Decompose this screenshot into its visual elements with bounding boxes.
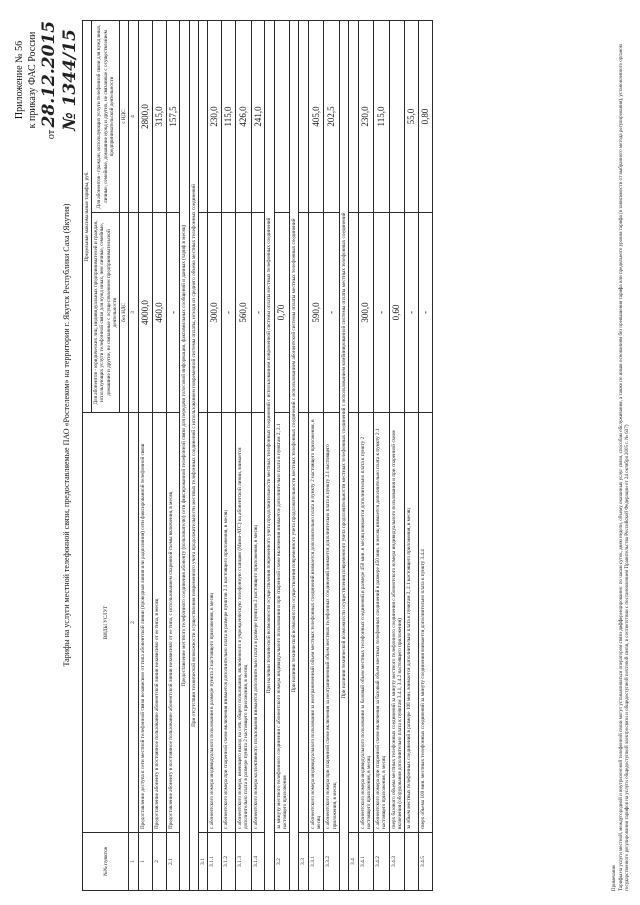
tariff-legal: 590,0 <box>308 213 323 413</box>
tariff-legal: 460,0 <box>152 213 166 413</box>
tariff-legal: 0,70 <box>274 213 289 413</box>
section-heading: Предоставление местного телефонного соединения абоненту (пользователю) сети фиксированной телефонной связи для передачи голосовой информации, факсимильных сообщений и данных (тариф в месяц) <box>180 20 189 890</box>
table-row <box>166 20 180 890</box>
tariff-citizen: 230,0 <box>208 20 222 212</box>
table-row <box>308 20 323 890</box>
table-row <box>251 20 265 890</box>
section-row <box>265 20 274 890</box>
item-number: 3.4.5 <box>418 833 432 891</box>
tariff-citizen: 230,0 <box>358 20 373 212</box>
header-citizens: Для абонентов - граждан, использующих услуги телефонной связи для нужд иных, личные, семейные, домашние нужд и других, не связанные с осуществлением предпринимательской деятельности <box>92 20 120 212</box>
service-text <box>299 413 309 833</box>
section-row <box>189 20 198 890</box>
table-row <box>374 20 389 890</box>
footnote-text: Тарифы на услуги местной, междугородной и внутризоновой телефонной связи могут устанавливаться оператором связи дифференцированно: по часам суток, дням недели, объему оказанных услуг связи, способам обслуживания, а также по иным основаниям без превышения тарифа или предельного уровня тарифа (в зависимости от выбранного метода регулирования), установленного органом государственного регулирования тарифов на услуги общедоступной электросвязи и общедоступной почтовой связи, в соответствии с постановлением Правительства Российской Федерации от 24 октября 2005 г. № 637) <box>618 44 630 891</box>
header-legal-entities: Для абонентов - юридических лиц, индивидуальных предпринимателей и граждан, использующих услуги телефонной связи для нужд иных, чем личные, семейные, домашние и другие, не связанные с осуществлением предпринимательской деятельности <box>92 213 120 413</box>
tariff-citizen <box>299 20 309 212</box>
service-text: сверх объема 100 мин. местных телефонных соединений за минуту соединения взимается дополнительно плата к пункту 3.4.4 <box>418 413 432 833</box>
section-row <box>339 20 348 890</box>
service-text: Предоставление доступа к сети местной телефонной связи независимо от типа абонентской линии (проводная линия или радиолиния) сети фиксированной телефонной связи <box>139 413 153 833</box>
item-number: 3.2 <box>274 833 289 891</box>
tariff-citizen: 426,0 <box>236 20 251 212</box>
tariff-legal: - <box>418 213 432 413</box>
tariff-legal: 300,0 <box>208 213 222 413</box>
table-row <box>222 20 236 890</box>
item-number: 3.1 <box>198 833 208 891</box>
tariff-legal <box>198 213 208 413</box>
table-row <box>349 20 359 890</box>
service-text <box>349 413 359 833</box>
item-number: 3.4 <box>349 833 359 891</box>
tariff-table <box>82 20 433 891</box>
table-row <box>139 20 153 890</box>
item-number: 2 <box>152 833 166 891</box>
tariff-citizen: 157,5 <box>166 20 180 212</box>
tariff-citizen <box>349 20 359 212</box>
item-number: 3.4.1 <box>358 833 373 891</box>
section-heading: При наличии технической возможности осуществления повременного учета продолжительности местных телефонных соединений с использованием абонентской системы оплаты местных телефонных соединений <box>290 20 299 890</box>
service-text: с абонентского номера индивидуального пользования за базовый объем местных телефонных соединений в размере 450 мин. в месяц взимается дополнительно плата к пункту 2 настоящего приложения, в месяц <box>358 413 373 833</box>
column-index: 2 <box>129 413 139 833</box>
tariff-legal: - <box>324 213 339 413</box>
item-number: 3.1.1 <box>208 833 222 891</box>
tariff-citizen: 0,80 <box>418 20 432 212</box>
table-row <box>152 20 166 890</box>
service-text: с абонентского номера, имеющего выход на сеть общего пользования, включенного в учрежденческую телефонную станцию (Мини-АТС) на абонентской линии, взимается дополнительно плата в размере пункта 2 настоящего приложения, в месяц <box>236 413 251 833</box>
service-text <box>198 413 208 833</box>
tariff-citizen: 405,0 <box>308 20 323 212</box>
header-tariff-group: Предельные максимальные тарифы, руб. <box>83 20 92 412</box>
tariff-legal <box>349 213 359 413</box>
footnote <box>612 21 632 891</box>
tariff-citizen <box>274 20 289 212</box>
tariff-legal: - <box>222 213 236 413</box>
tariff-citizen: 241,0 <box>251 20 265 212</box>
table-body <box>139 20 433 890</box>
service-text: Предоставление абоненту в постоянное пользование абонентской линии независимо от ее типа, в месяц <box>152 413 166 833</box>
date-prefix: от <box>46 129 57 140</box>
tariff-legal: - <box>251 213 265 413</box>
header-item-number: №№ пунктов <box>83 833 129 891</box>
tariff-legal: - <box>166 213 180 413</box>
tariff-citizen: 315,0 <box>152 20 166 212</box>
section-row <box>290 20 299 890</box>
item-number: 3.3.2 <box>324 833 339 891</box>
item-number: 3.1.2 <box>222 833 236 891</box>
section-heading: При наличии технической возможности осуществления повременного учета продолжительности местных телефонных соединений с использованием комбинированной системы оплаты местных телефонных соединений <box>339 20 348 890</box>
footnote-label: Примечание <box>612 864 617 891</box>
tariff-citizen <box>198 20 208 212</box>
tariff-legal: 560,0 <box>236 213 251 413</box>
item-number: 3.3 <box>299 833 309 891</box>
table-row <box>405 20 419 890</box>
header-without-vat: без НДС <box>120 213 129 413</box>
tariff-legal: 0,60 <box>389 213 404 413</box>
table-row <box>418 20 432 890</box>
column-index: 3 <box>129 213 139 413</box>
tariff-citizen <box>389 20 404 212</box>
order-reference: к приказу ФАС России <box>26 31 38 129</box>
table-row <box>208 20 222 890</box>
tariff-citizen: 115,0 <box>374 20 389 212</box>
column-index: 1 <box>129 833 139 891</box>
section-heading: При отсутствии технической возможности осуществления повременного учета продолжительности местных телефонных соединений с использованием повременной системы оплаты, исходя из среднего объема местных телефонных соединений <box>189 20 198 890</box>
item-number: 3.1.4 <box>251 833 265 891</box>
section-row <box>180 20 189 890</box>
section-heading: При наличии технической возможности осуществления повременного учета продолжительности местных телефонных соединений с использованием повременной системы оплаты местных телефонных соединений <box>265 20 274 890</box>
tariff-legal: 4000,0 <box>139 213 153 413</box>
service-text: с абонентского номера индивидуального пользования за неограниченный объем местных телефонных соединений взимается дополнительно плата в пункту 2 настоящего приложения, в месяц <box>308 413 323 833</box>
tariff-citizen: 115,0 <box>222 20 236 212</box>
item-number: 3.1.3 <box>236 833 251 891</box>
table-row <box>198 20 208 890</box>
service-text: с абонентского номера при спаренной схеме включения взимается дополнительно плата в размере пунктов 2.1 настоящего приложения, в месяц <box>222 413 236 833</box>
service-text: за объем местных телефонных соединений в размере 100 мин. взимается дополнительно плата к пунктам 2, 2.1 настоящего приложения, в месяц <box>405 413 419 833</box>
tariff-citizen: 2800,0 <box>139 20 153 212</box>
item-number: 3.4.2 <box>374 833 389 891</box>
column-index: 4 <box>129 20 139 212</box>
service-text: за минуту местного телефонного соединения с абонентского номера индивидуального пользования и при спаренной схеме включения взимается дополнительно плата в пунктам 2, 2.1 настоящего приложения <box>274 413 289 833</box>
table-row <box>389 20 404 890</box>
table-row <box>274 20 289 890</box>
table-header-row <box>83 20 92 890</box>
tariff-citizen: 55,0 <box>405 20 419 212</box>
service-text: Предоставление абоненту в постоянное пользование абонентской линии независимо от ее типа, с использованием спаренной схемы включения, в месяц <box>166 413 180 833</box>
appendix-number: Приложение № 56 <box>14 40 25 120</box>
service-text: с абонентского номера коллективного пользования взимается дополнительно плата в размере пунктов 2 настоящего приложения, в месяц <box>251 413 265 833</box>
column-index-row <box>129 20 139 890</box>
tariff-citizen: 202,5 <box>324 20 339 212</box>
item-number: 3.3.1 <box>308 833 323 891</box>
service-text: с абонентского номера при спаренной схеме включения за неограниченный объем местных телефонных соединений взимается дополнительно плата в пункту 2.1 настоящего приложения, в месяц <box>324 413 339 833</box>
item-number: 2.1 <box>166 833 180 891</box>
tariff-legal <box>299 213 309 413</box>
service-text: сверх базового объема местных телефонных соединений за минуту местного телефонного соединения с абонентского номера индивидуального пользования и при спаренной схеме включения (оборудования дополнительно плата к пунктам 3.4.1, 3.4.2 настоящего приложения) <box>389 413 404 833</box>
appendix-header <box>14 15 82 145</box>
table-row <box>236 20 251 890</box>
tariff-legal: 300,0 <box>358 213 373 413</box>
item-number <box>405 833 419 891</box>
header-service-types: ВИДЫ УСЛУГ <box>83 413 129 833</box>
document-title: Тарифы на услуги местной телефонной связи, предоставляемые ПАО «Ростелеком» на территории г. Якутск Республики Саха (Якутия) <box>62 203 71 667</box>
table-row <box>299 20 309 890</box>
item-number: 3.4.3 <box>389 833 404 891</box>
service-text: с абонентского номера индивидуального пользования в размере пункта 2 настоящего приложения, в месяц <box>208 413 222 833</box>
order-date-line <box>39 15 82 145</box>
header-with-vat: с НДС <box>120 20 129 212</box>
tariff-legal: - <box>374 213 389 413</box>
tariff-legal: - <box>405 213 419 413</box>
handwritten-date-number: 28.12.2015 № 1344/15 <box>39 20 81 131</box>
item-number: 1 <box>139 833 153 891</box>
table-row <box>358 20 373 890</box>
table-row <box>324 20 339 890</box>
service-text: с абонентского номера при спаренной схеме включения за базовый объем местных телефонных соединений в размере 450 мин. в месяц взимается дополнительно плата к пункту 2.1 настоящего приложения, в месяц <box>374 413 389 833</box>
